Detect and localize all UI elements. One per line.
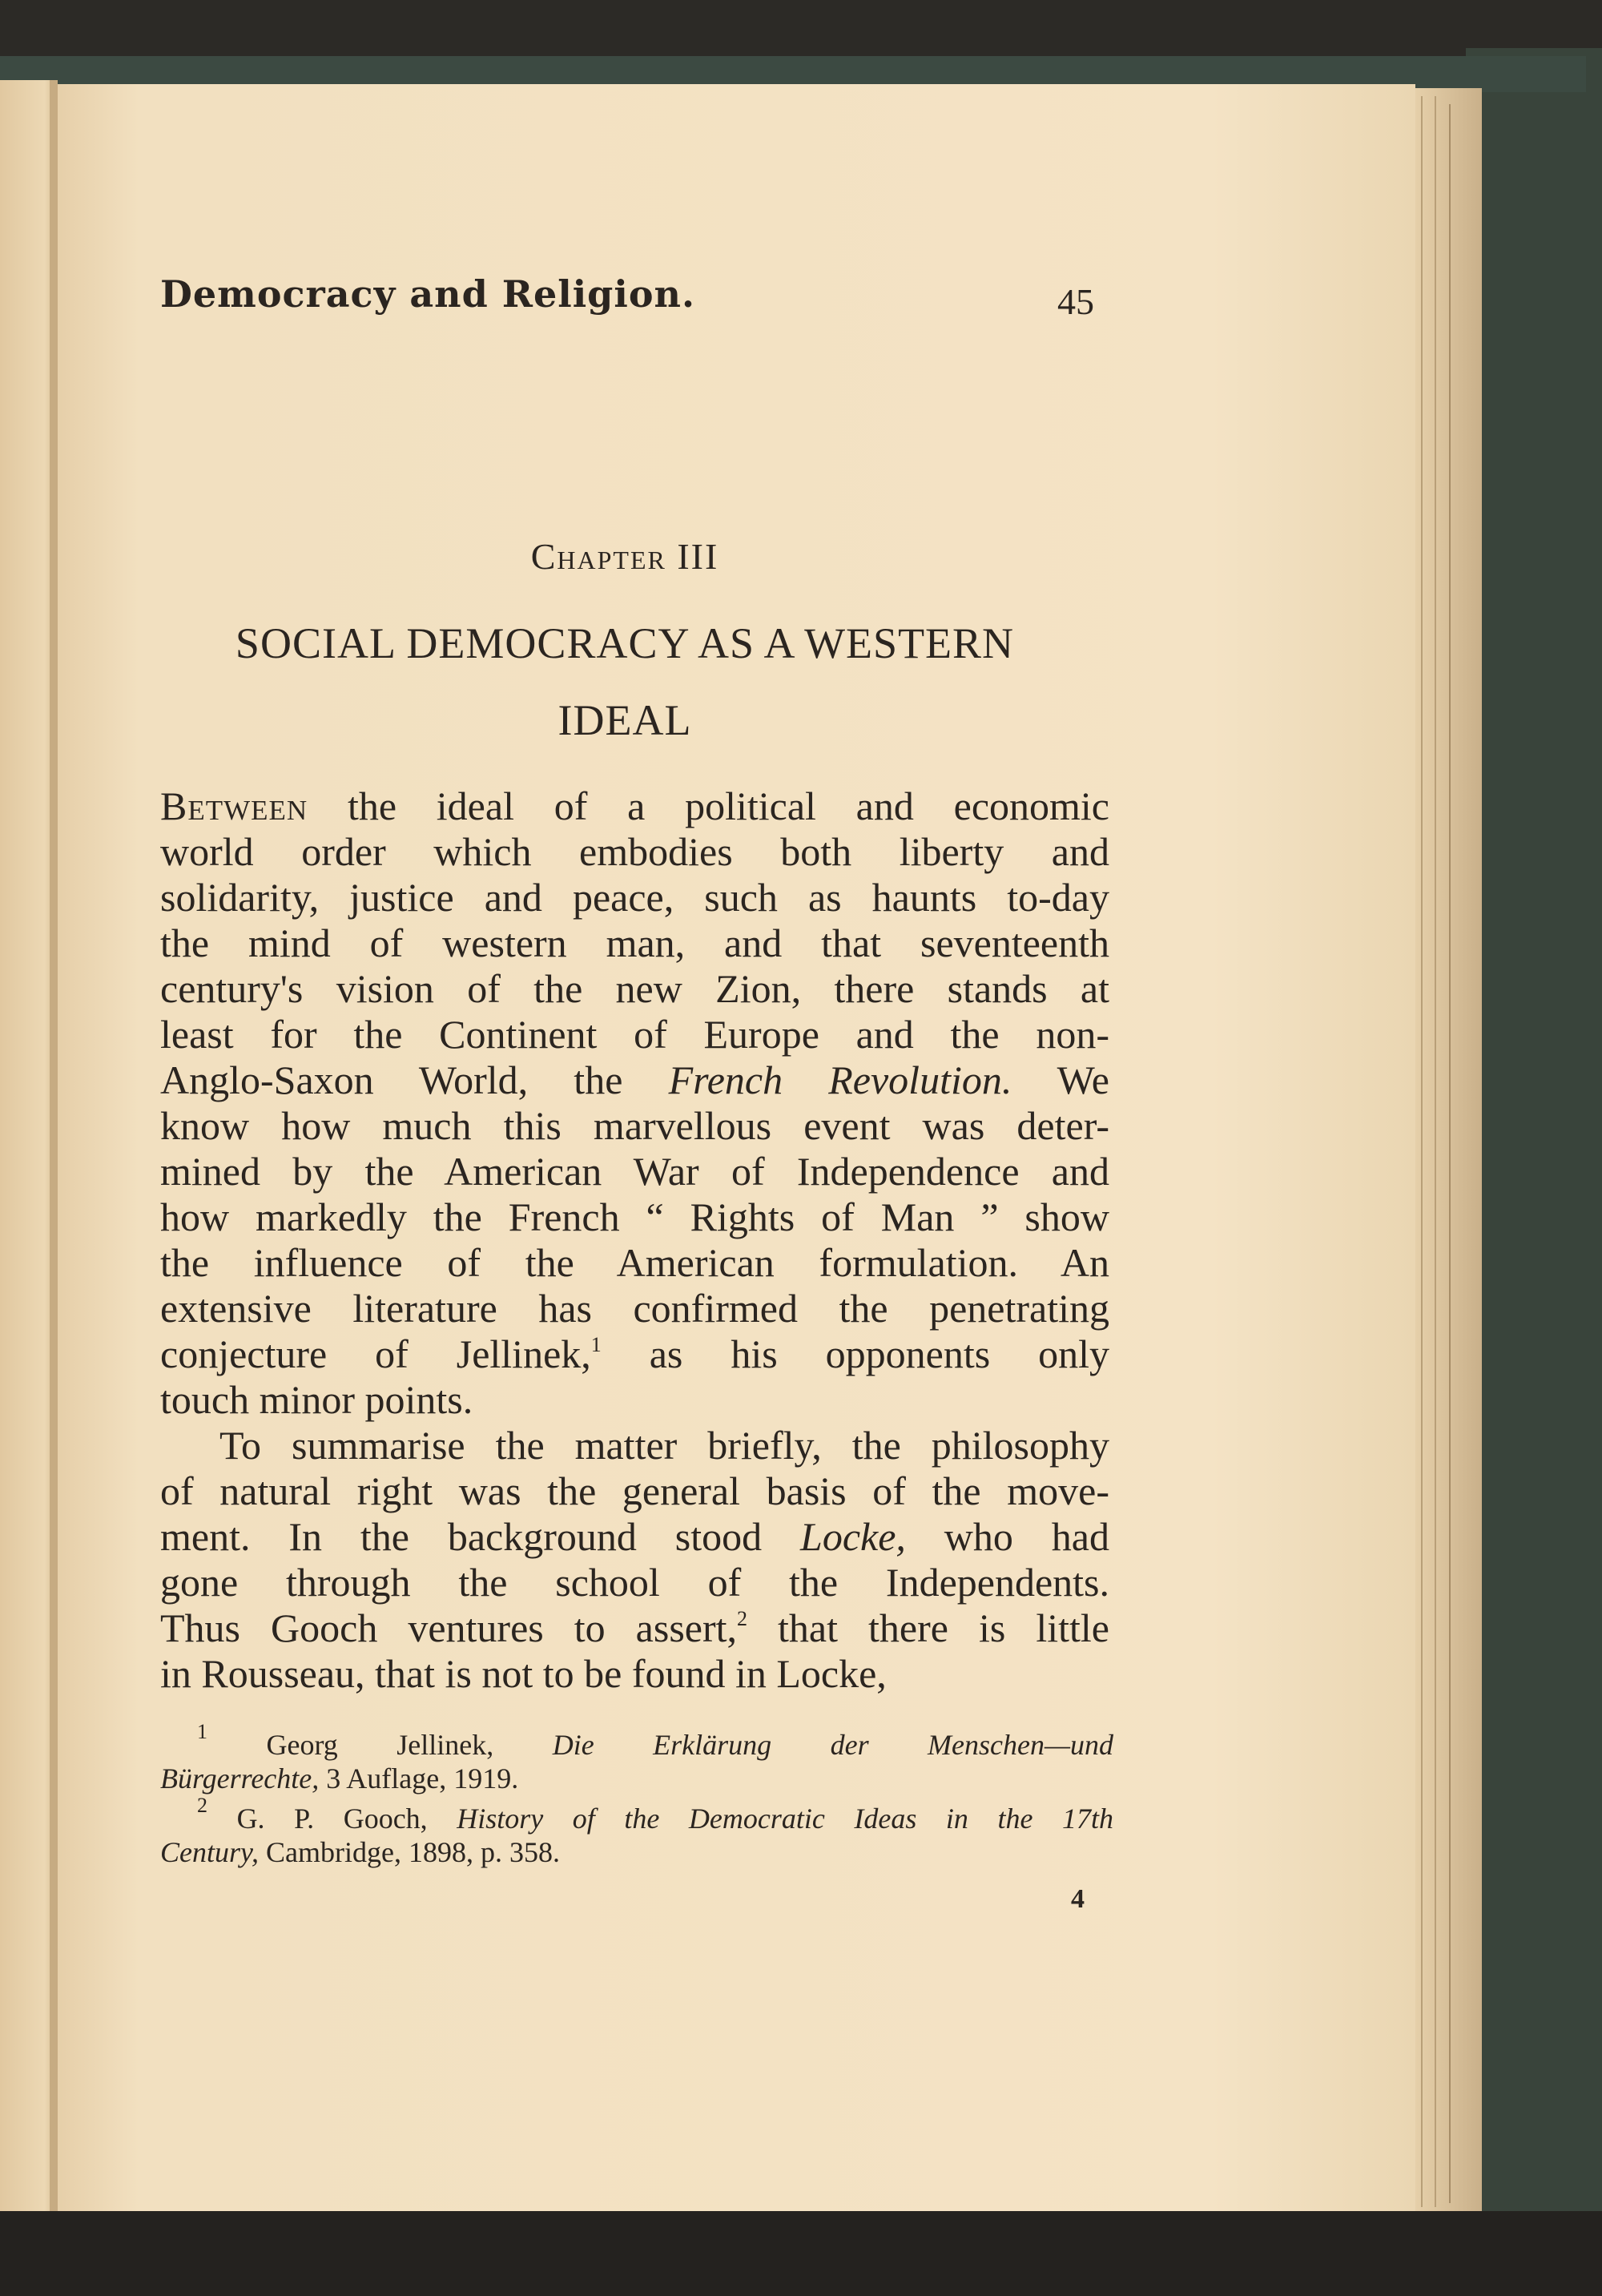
text-line: the mind of western man, and that seventeenth — [160, 920, 1109, 965]
chapter-label: Chapter III — [530, 536, 719, 577]
text-line: touch minor points. — [160, 1377, 473, 1422]
text-line: conjecture of Jellinek,$^1$ as his opponents only — [160, 1331, 1110, 1376]
page-number: 45 — [1057, 281, 1094, 322]
text-line: of natural right was the general basis of the move- — [160, 1468, 1109, 1513]
page-stack-edges — [1410, 88, 1482, 2211]
text-line: Anglo-Saxon World, the French Revolution. We — [160, 1057, 1109, 1102]
gutter — [50, 80, 58, 2211]
text-line: world order which embodies both liberty and — [160, 829, 1109, 874]
italic-phrase: Locke, — [800, 1514, 906, 1559]
footnote-marker: 1 — [197, 1720, 207, 1743]
footnote-reference: 2 — [737, 1607, 748, 1630]
text-line: To summarise the matter briefly, the philosophy — [219, 1423, 1109, 1468]
cover-binding — [1466, 48, 1602, 2267]
bottom-shadow — [0, 2211, 1602, 2296]
text-line: in Rousseau, that is not to be found in Locke, — [160, 1651, 887, 1696]
text-line: Thus Gooch ventures to assert,$^2$ that there is little — [160, 1605, 1110, 1650]
running-title: Democracy and Religion. — [160, 272, 695, 316]
text-line: know how much this marvellous event was deter- — [160, 1103, 1109, 1148]
lead-word: Between — [160, 783, 308, 828]
italic-phrase: French Revolution. — [668, 1057, 1012, 1102]
text-line: how markedly the French “ Rights of Man ” show — [160, 1194, 1109, 1239]
footnote-line: $^1$ Georg Jellinek, Die Erklärung der Menschen—und — [197, 1720, 1114, 1761]
footnote-line: Bürgerrechte, 3 Auflage, 1919. — [160, 1762, 519, 1795]
text-line: gone through the school of the Independents. — [160, 1560, 1109, 1605]
text-line: least for the Continent of Europe and the non- — [160, 1012, 1109, 1057]
signature-mark: 4 — [1071, 1884, 1085, 1914]
footnote-marker: 2 — [197, 1794, 207, 1817]
footnote-line: $^2$ G. P. Gooch, History of the Democratic Ideas in the 17th — [197, 1794, 1114, 1835]
chapter-title-line: IDEAL — [557, 696, 692, 744]
footnote-line: Century, Cambridge, 1898, p. 358. — [160, 1836, 560, 1868]
text-line: extensive literature has confirmed the penetrating — [160, 1286, 1109, 1331]
footnote-reference: 1 — [590, 1333, 602, 1356]
text-line: century's vision of the new Zion, there stands at — [160, 966, 1109, 1011]
text-line: ment. In the background stood Locke, who had — [160, 1514, 1109, 1559]
left-page — [0, 80, 56, 2211]
text-line: Between the ideal of a political and economic — [160, 783, 1109, 828]
chapter-title-line: SOCIAL DEMOCRACY AS A WESTERN — [235, 619, 1015, 667]
text-line: the influence of the American formulation. An — [160, 1240, 1109, 1285]
text-line: solidarity, justice and peace, such as haunts to-day — [160, 875, 1109, 920]
text-line: mined by the American War of Independence and — [160, 1149, 1109, 1194]
